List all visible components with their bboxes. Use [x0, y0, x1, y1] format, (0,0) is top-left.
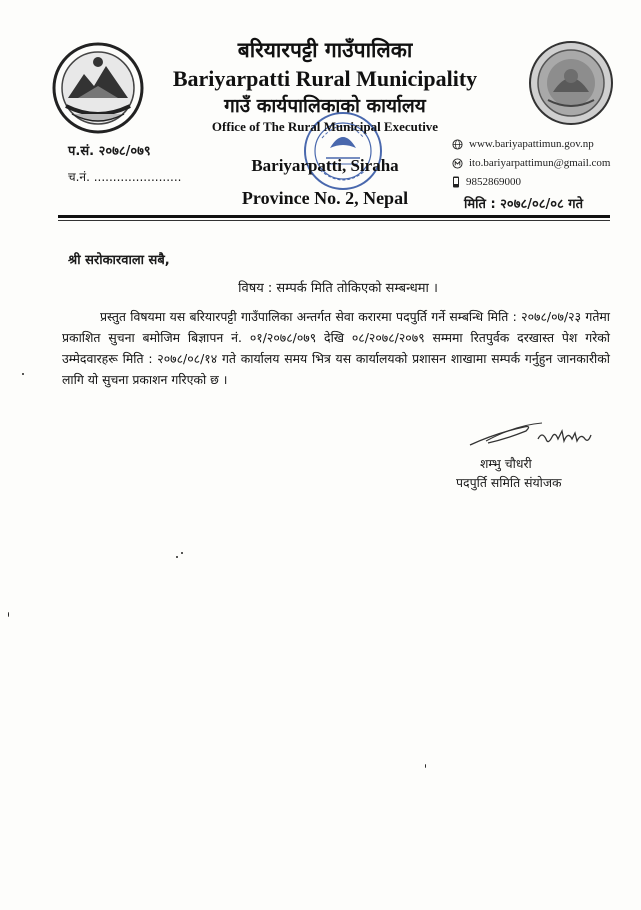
phone-text: 9852869000: [466, 176, 521, 188]
notice-paragraph: प्रस्तुत विषयमा यस बरियारपट्टी गाउँपालिका अन्तर्गत सेवा करारमा पदपुर्ति गर्ने सम्बन्धि मिति : २०७८/०७/२३ गतेमा प्रकाशित सुचना बमोजिम बिज्ञापन नं. ०१/२०७८/०७९ देखि ०८/२०७८/२०७९ सम्ममा रितपुर्वक दरखास्त पेश गरेको उम्मेदवारहरू मिति : २०७८/०८/१४ गते कार्यालय समय भित्र यस कार्यालयको प्रशासन शाखामा सम्पर्क गर्नुहुन जानकारीको लागि यो सुचना प्रकाशन गरिएको छ ।: [62, 309, 610, 387]
mail-icon: [452, 158, 463, 169]
nepal-emblem-icon: [50, 40, 146, 136]
municipality-logo-icon: [528, 40, 614, 126]
office-address: Bariyarpatti, Siraha: [251, 156, 399, 175]
subject-line: विषय : सम्पर्क मिति तोकिएको सम्बन्धमा ।: [238, 281, 438, 296]
contact-email: [452, 157, 611, 169]
scan-speck: [425, 764, 426, 768]
office-name-nepali: गाउँ कार्यपालिकाको कार्यालय: [224, 95, 426, 117]
signature-icon: [466, 415, 616, 455]
scan-speck: [22, 373, 24, 375]
letter-date: मिति : २०७८/०८/०८ गते: [464, 197, 583, 212]
contact-phone: [452, 176, 521, 188]
dispatch-number: च.नं. .......................: [68, 170, 182, 184]
scan-speck: [8, 612, 9, 617]
reference-number: प.सं. २०७८/०७९: [68, 144, 151, 159]
signatory-title: पदपुर्ति समिति संयोजक: [456, 475, 562, 490]
salutation: श्री सरोकारवाला सबै,: [68, 253, 170, 268]
scan-speck: [176, 556, 178, 558]
contact-website: [452, 138, 594, 150]
province-line: Province No. 2, Nepal: [241, 188, 409, 208]
header-divider: [58, 215, 610, 218]
header-divider-thin: [58, 220, 610, 221]
municipality-name-nepali: बरियारपट्टी गाउँपालिका: [237, 38, 413, 62]
municipality-name-english: Bariyarpatti Rural Municipality: [172, 66, 478, 91]
signatory-name: शम्भु चौधरी: [480, 456, 532, 471]
email-text: ito.bariyarpattimun@gmail.com: [469, 157, 611, 169]
office-name-english: Office of The Rural Municipal Executive: [211, 119, 439, 134]
scan-speck: [181, 552, 183, 554]
phone-icon: [452, 176, 460, 188]
website-text: www.bariyapattimun.gov.np: [469, 138, 594, 150]
globe-icon: [452, 139, 463, 150]
